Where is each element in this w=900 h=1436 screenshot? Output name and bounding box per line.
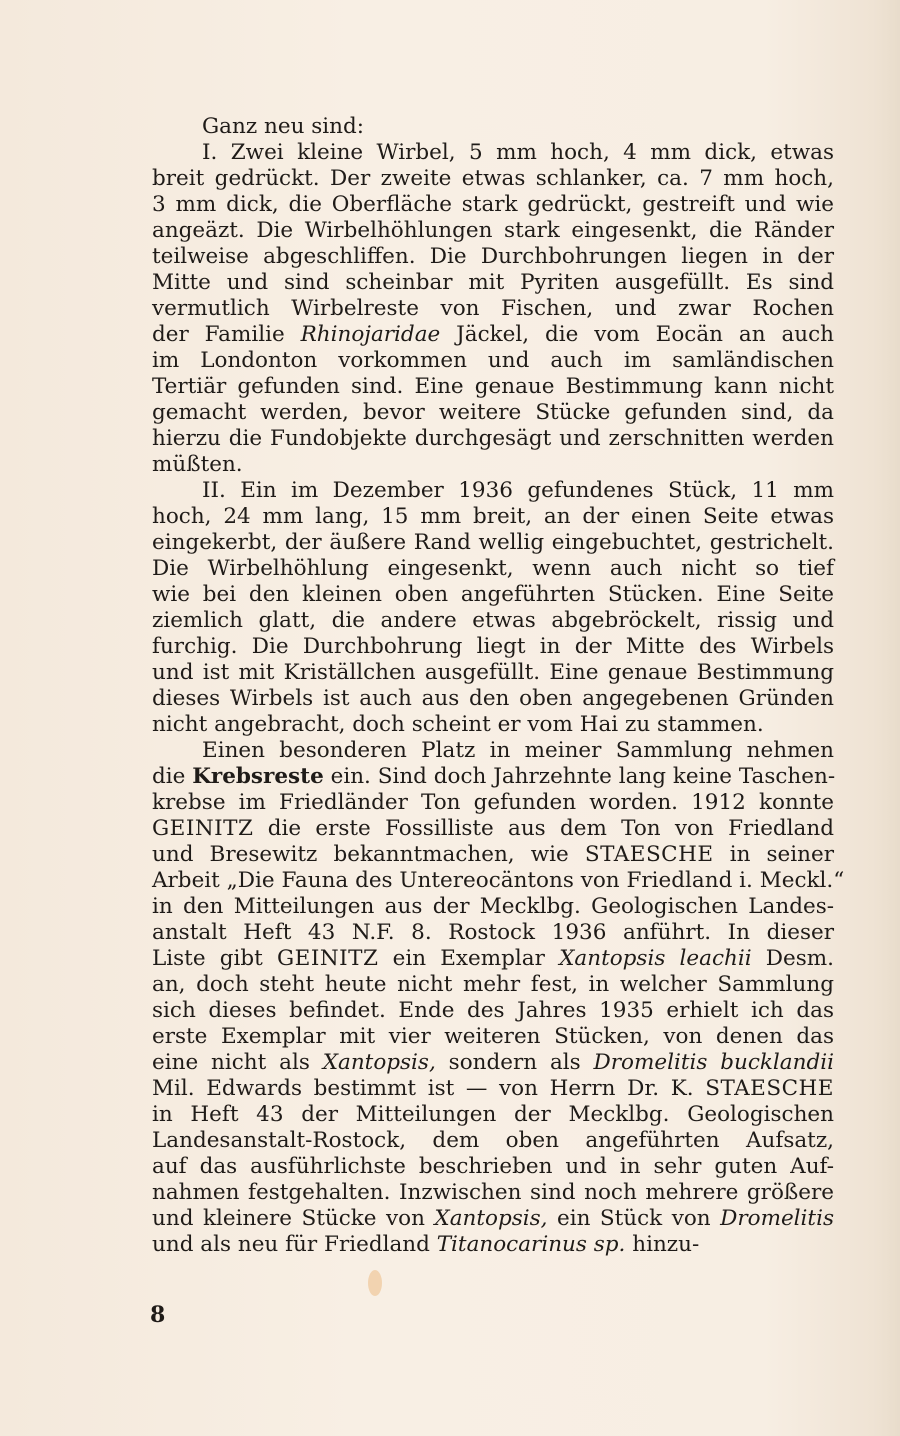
text-segment: Tertiär gefunden sind. Eine genaue Bestimmung kann nicht	[152, 374, 834, 399]
text-segment: breit gedrückt. Der zweite etwas schlanker, ca. 7 mm hoch,	[152, 166, 834, 191]
text-segment: sich dieses befindet. Ende des Jahres 1935 erhielt ich das	[152, 998, 834, 1023]
italic-term: Xantopsis,	[322, 1050, 436, 1075]
text-segment: Jäckel, die vom Eocän an auch	[440, 322, 834, 347]
text-line	[152, 452, 834, 478]
text-line	[152, 764, 834, 790]
author-name: STAESCHE	[705, 1076, 834, 1101]
text-line	[152, 686, 834, 712]
author-name: STAESCHE	[584, 842, 714, 867]
text-segment: Arbeit „Die Fauna des Untereocäntons von Friedland i. Meckl.“	[152, 868, 845, 893]
text-segment: hinzu-	[625, 1232, 700, 1257]
author-name: GEINITZ	[276, 946, 379, 971]
text-segment: in Heft 43 der Mitteilungen der Mecklbg. Geologischen	[152, 1102, 834, 1127]
text-line	[152, 816, 834, 842]
text-segment: nahmen festgehalten. Inzwischen sind noch mehrere größere	[152, 1180, 834, 1205]
italic-term: Titanocarinus sp.	[436, 1232, 626, 1257]
text-segment: Liste gibt	[152, 946, 277, 971]
text-line	[152, 634, 834, 660]
text-segment: ziemlich glatt, die andere etwas abgebröckelt, rissig und	[152, 608, 834, 633]
text-line	[152, 504, 834, 530]
text-segment: nicht angebracht, doch scheint er vom Hai zu stammen.	[152, 712, 764, 737]
text-segment: II. Ein im Dezember 1936 gefundenes Stück, 11 mm	[202, 478, 834, 503]
text-line	[152, 1050, 834, 1076]
text-segment: eine nicht als	[152, 1050, 323, 1075]
text-segment: und als neu für Friedland	[152, 1232, 437, 1257]
paragraph	[152, 114, 834, 140]
text-line	[152, 192, 834, 218]
text-segment: anstalt Heft 43 N.F. 8. Rostock 1936 anführt. In dieser	[152, 920, 834, 945]
text-line	[152, 1128, 834, 1154]
italic-term: Xantopsis,	[434, 1206, 548, 1231]
italic-term: Dromelitis	[720, 1206, 834, 1231]
text-segment: müßten.	[152, 452, 243, 477]
text-segment: die erste Fossilliste aus dem Ton von Friedland	[253, 816, 834, 841]
text-segment: furchig. Die Durchbohrung liegt in der Mitte des Wirbels	[152, 634, 834, 659]
text-segment: vermutlich Wirbelreste von Fischen, und zwar Rochen	[152, 296, 834, 321]
text-line	[152, 556, 834, 582]
text-segment: hoch, 24 mm lang, 15 mm breit, an der einen Seite etwas	[152, 504, 834, 529]
text-segment: Die Wirbelhöhlung eingesenkt, wenn auch nicht so tief	[152, 556, 834, 581]
text-line	[152, 1102, 834, 1128]
paragraph	[152, 140, 834, 478]
text-segment: Mil. Edwards bestimmt ist — von Herrn Dr. K.	[152, 1076, 706, 1101]
body-text	[152, 114, 845, 1258]
text-line	[152, 998, 834, 1024]
text-line	[152, 790, 834, 816]
text-line	[152, 270, 834, 296]
text-line	[152, 582, 834, 608]
paper-stain	[368, 1270, 382, 1296]
text-segment: I. Zwei kleine Wirbel, 5 mm hoch, 4 mm dick, etwas	[202, 140, 834, 165]
text-segment: Mitte und sind scheinbar mit Pyriten ausgefüllt. Es sind	[152, 270, 834, 295]
italic-term: Rhinojaridae	[300, 322, 441, 347]
text-segment: dieses Wirbels ist auch aus den oben angegebenen Gründen	[152, 686, 834, 711]
text-line	[152, 1180, 834, 1206]
text-segment: die	[152, 764, 193, 789]
text-segment: und ist mit Kriställchen ausgefüllt. Eine genaue Bestimmung	[152, 660, 834, 685]
text-segment: in den Mitteilungen aus der Mecklbg. Geologischen Landes-	[152, 894, 834, 919]
text-line	[152, 946, 834, 972]
text-segment: in seiner	[713, 842, 834, 867]
paragraph	[152, 478, 834, 738]
text-segment: ein Stück von	[547, 1206, 721, 1231]
text-segment: im Londonton vorkommen und auch im samländischen	[152, 348, 834, 373]
page-number: 8	[150, 1302, 166, 1328]
text-segment: der Familie	[152, 322, 301, 347]
text-line	[152, 712, 834, 738]
text-segment: Landesanstalt-Rostock, dem oben angeführten Aufsatz,	[152, 1128, 834, 1153]
text-line	[152, 140, 834, 166]
text-line	[152, 348, 834, 374]
text-segment: und Bresewitz bekanntmachen, wie	[152, 842, 585, 867]
text-segment: krebse im Friedländer Ton gefunden worden. 1912 konnte	[152, 790, 834, 815]
text-segment: auf das ausführlichste beschrieben und in sehr guten Auf-	[152, 1154, 834, 1179]
text-line	[152, 1024, 834, 1050]
text-segment: gemacht werden, bevor weitere Stücke gefunden sind, da	[152, 400, 834, 425]
text-line	[152, 660, 834, 686]
text-segment: sondern als	[435, 1050, 594, 1075]
text-line	[152, 972, 834, 998]
text-line	[152, 374, 834, 400]
text-line	[152, 842, 834, 868]
text-segment: und kleinere Stücke von	[152, 1206, 435, 1231]
paragraph	[152, 738, 845, 1258]
text-line	[152, 530, 834, 556]
text-segment: ein Exemplar	[378, 946, 560, 971]
text-line	[152, 920, 834, 946]
text-line	[152, 608, 834, 634]
text-line	[152, 894, 834, 920]
text-segment: teilweise abgeschliffen. Die Durchbohrungen liegen in der	[152, 244, 834, 269]
text-line	[152, 868, 845, 894]
text-segment: Einen besonderen Platz in meiner Sammlung nehmen	[202, 738, 834, 763]
text-line	[152, 738, 834, 764]
text-line	[152, 244, 834, 270]
text-segment: wie bei den kleinen oben angeführten Stücken. Eine Seite	[152, 582, 834, 607]
text-line	[152, 296, 834, 322]
italic-term: Dromelitis bucklandii	[593, 1050, 834, 1075]
text-line	[152, 166, 834, 192]
text-line	[152, 218, 834, 244]
author-name: GEINITZ	[152, 816, 254, 841]
text-segment: an, doch steht heute nicht mehr fest, in welcher Sammlung	[152, 972, 834, 997]
text-line	[152, 426, 834, 452]
text-segment: hierzu die Fundobjekte durchgesägt und zerschnitten werden	[152, 426, 834, 451]
text-line	[152, 322, 834, 348]
text-line	[152, 114, 834, 140]
text-segment: Desm.	[751, 946, 835, 971]
text-line	[152, 400, 834, 426]
text-segment: 3 mm dick, die Oberfläche stark gedrückt, gestreift und wie	[152, 192, 834, 217]
text-segment: ein. Sind doch Jahrzehnte lang keine Taschen-	[323, 764, 836, 789]
text-line	[152, 1154, 834, 1180]
text-line	[152, 1076, 834, 1102]
italic-term: Xantopsis leachii	[559, 946, 752, 971]
text-line	[152, 478, 834, 504]
text-segment: eingekerbt, der äußere Rand wellig eingebuchtet, gestrichelt.	[152, 530, 834, 555]
text-line	[152, 1232, 834, 1258]
text-line	[152, 1206, 834, 1232]
text-segment: angeäzt. Die Wirbelhöhlungen stark eingesenkt, die Ränder	[152, 218, 834, 243]
text-segment: erste Exemplar mit vier weiteren Stücken, von denen das	[152, 1024, 834, 1049]
text-segment: Ganz neu sind:	[202, 114, 365, 139]
bold-term: Krebsreste	[192, 764, 324, 789]
